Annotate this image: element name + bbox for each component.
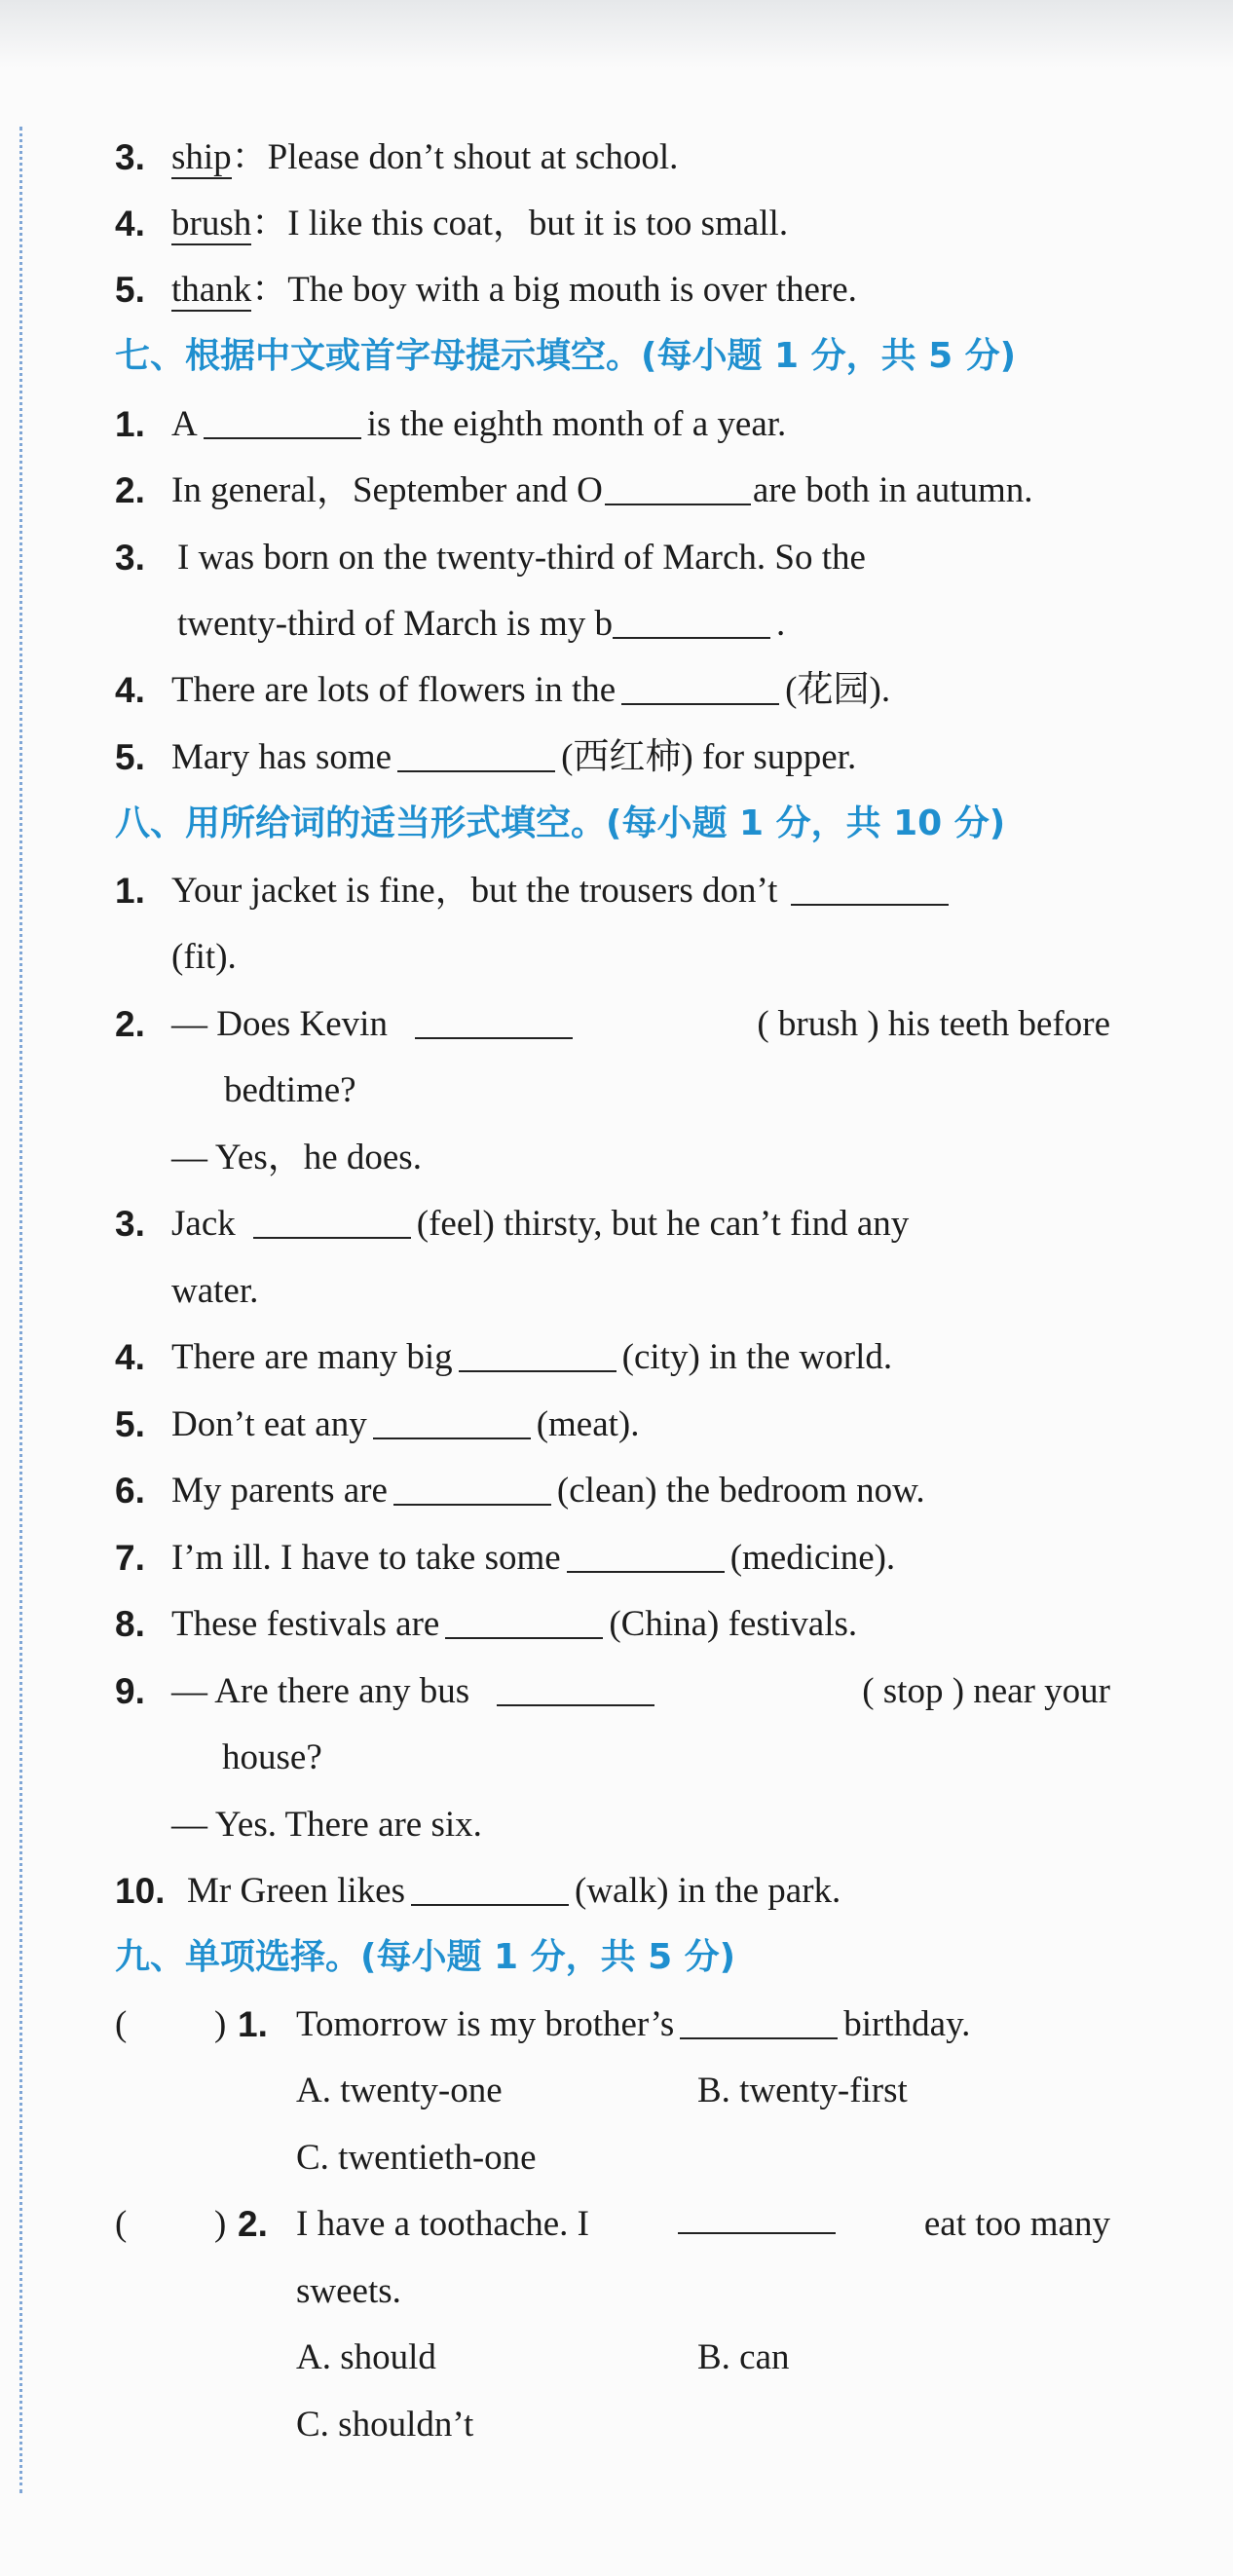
section-7-heading: 七、根据中文或首字母提示填空。(每小题 1 分，共 5 分)	[115, 336, 1017, 376]
answer-blank[interactable]	[567, 1542, 725, 1573]
question-text: are both in autumn.	[752, 470, 1033, 510]
question-text: I have a toothache. I	[296, 2204, 589, 2244]
question-text: My parents are	[171, 1471, 388, 1511]
sec9-question-2-options-row-1	[0, 2336, 1233, 2379]
option-c[interactable]: C. twentieth-one	[296, 2138, 537, 2178]
sec8-question-4	[0, 1336, 1233, 1379]
question-text: .	[776, 604, 786, 644]
sec8-question-3-line-2	[0, 1270, 1233, 1313]
page-top-band	[0, 0, 1233, 68]
sec6-question-3	[0, 136, 1233, 179]
sec9-question-1-options-row-2	[0, 2137, 1233, 2180]
question-text: — Yes. There are six.	[171, 1805, 482, 1845]
answer-blank[interactable]	[397, 741, 555, 772]
question-text: I was born on the twenty-third of March. So the	[177, 538, 866, 578]
sec8-question-2-line-2	[0, 1069, 1233, 1112]
question-text: ：Please don’t shout at school.	[231, 137, 679, 177]
question-text: These festivals are	[171, 1604, 440, 1644]
answer-blank[interactable]	[204, 408, 361, 439]
question-text: twenty-third of March is my b	[177, 604, 613, 644]
sec7-question-1	[0, 403, 1233, 446]
sec7-question-3	[0, 537, 1233, 579]
question-text: There are lots of flowers in the	[171, 670, 616, 710]
sec7-question-2	[0, 469, 1233, 512]
question-number: 4.	[115, 670, 145, 710]
question-number: 6.	[115, 1471, 145, 1511]
sec6-question-5	[0, 269, 1233, 312]
question-text: (China) festivals.	[609, 1604, 858, 1644]
option-b[interactable]: B. can	[697, 2337, 790, 2377]
question-text: (city) in the world.	[621, 1337, 893, 1377]
underlined-word: brush	[171, 204, 252, 243]
question-number: 4.	[115, 204, 145, 243]
sec9-question-1	[0, 2003, 1233, 2046]
question-text: In general，September and O	[171, 470, 603, 510]
sec8-question-6	[0, 1470, 1233, 1512]
question-text: — Yes，he does.	[171, 1138, 422, 1177]
question-text: ( brush ) his teeth before	[757, 1004, 1110, 1044]
question-number: 4.	[115, 1337, 145, 1377]
question-text: Tomorrow is my brother’s	[296, 2004, 675, 2044]
question-number: 3.	[115, 1204, 145, 1244]
question-text: (fit).	[171, 937, 237, 977]
question-number: 2.	[238, 2204, 268, 2244]
answer-blank[interactable]	[411, 1875, 569, 1906]
option-c[interactable]: C. shouldn’t	[296, 2405, 474, 2445]
question-text: — Does Kevin	[171, 1004, 388, 1044]
sec8-question-3	[0, 1203, 1233, 1246]
question-number: 5.	[115, 737, 145, 777]
sec8-question-1	[0, 870, 1233, 913]
question-text: There are many big	[171, 1337, 453, 1377]
answer-blank[interactable]	[415, 1008, 573, 1039]
sec8-question-10	[0, 1870, 1233, 1913]
answer-paren-left: (	[115, 2004, 128, 2044]
sec8-question-7	[0, 1537, 1233, 1580]
question-text: water.	[171, 1271, 259, 1311]
sec9-question-2-options-row-2	[0, 2404, 1233, 2446]
answer-blank[interactable]	[605, 474, 751, 505]
question-number: 5.	[115, 1404, 145, 1444]
question-text: ：I like this coat，but it is too small.	[251, 204, 789, 243]
answer-blank[interactable]	[680, 2008, 838, 2039]
question-number: 8.	[115, 1604, 145, 1644]
sec8-question-5	[0, 1403, 1233, 1446]
question-text: (clean) the bedroom now.	[556, 1471, 925, 1511]
answer-blank[interactable]	[678, 2203, 836, 2234]
question-number: 2.	[115, 470, 145, 510]
question-number: 7.	[115, 1538, 145, 1578]
sec9-question-2-line-2	[0, 2270, 1233, 2313]
question-number: 1.	[115, 871, 145, 911]
question-text: (西红柿) for supper.	[561, 737, 857, 777]
sec8-question-2-line-3	[0, 1137, 1233, 1179]
question-text: eat too many	[923, 2204, 1110, 2244]
question-text: A	[171, 404, 198, 444]
sec7-question-5	[0, 736, 1233, 779]
answer-blank[interactable]	[373, 1408, 531, 1439]
sec6-question-4	[0, 203, 1233, 245]
question-text: (花园).	[785, 670, 891, 710]
question-text: Mr Green likes	[187, 1871, 405, 1911]
sec8-question-9-line-3	[0, 1804, 1233, 1847]
option-a[interactable]: A. twenty-one	[296, 2071, 503, 2110]
question-text: Mary has some	[171, 737, 392, 777]
question-text: (feel) thirsty, but he can’t find any	[416, 1204, 910, 1244]
question-text: ：The boy with a big mouth is over there.	[251, 270, 857, 310]
option-a[interactable]: A. should	[296, 2337, 436, 2377]
answer-paren-right: )	[214, 2204, 227, 2244]
question-text: — Are there any bus	[171, 1671, 470, 1711]
question-number: 3.	[115, 137, 145, 177]
question-number: 3.	[115, 538, 145, 578]
sec8-question-1-line-2	[0, 936, 1233, 979]
answer-blank[interactable]	[791, 875, 949, 906]
question-text: I’m ill. I have to take some	[171, 1538, 561, 1578]
underlined-word: thank	[171, 270, 252, 310]
question-number: 2.	[115, 1004, 145, 1044]
answer-blank[interactable]	[497, 1675, 654, 1706]
question-text: Don’t eat any	[171, 1404, 367, 1444]
question-number: 1.	[238, 2004, 268, 2044]
question-text: Jack	[171, 1204, 236, 1244]
sec8-question-9	[0, 1670, 1233, 1713]
question-number: 9.	[115, 1671, 145, 1711]
answer-paren-right: )	[214, 2004, 227, 2044]
question-text: Your jacket is fine，but the trousers don’t	[171, 871, 778, 911]
answer-blank[interactable]	[393, 1475, 551, 1506]
question-number: 1.	[115, 404, 145, 444]
section-9-heading: 九、单项选择。(每小题 1 分，共 5 分)	[115, 1937, 736, 1977]
sec9-question-2	[0, 2203, 1233, 2246]
question-number: 5.	[115, 270, 145, 310]
answer-paren-left: (	[115, 2204, 128, 2244]
option-b[interactable]: B. twenty-first	[697, 2071, 908, 2110]
question-text: bedtime?	[224, 1070, 356, 1110]
answer-blank[interactable]	[253, 1208, 411, 1239]
answer-blank[interactable]	[613, 608, 770, 639]
sec9-question-1-options-row-1	[0, 2070, 1233, 2112]
question-text: (meat).	[536, 1404, 640, 1444]
sec7-question-4	[0, 669, 1233, 712]
sec8-question-8	[0, 1603, 1233, 1646]
answer-blank[interactable]	[621, 674, 779, 705]
question-text: (walk) in the park.	[575, 1871, 841, 1911]
sec8-question-9-line-2	[0, 1736, 1233, 1779]
question-text: house?	[222, 1737, 322, 1777]
section-8-heading: 八、用所给词的适当形式填空。(每小题 1 分，共 10 分)	[115, 803, 1006, 843]
question-text: sweets.	[296, 2271, 401, 2311]
answer-blank[interactable]	[459, 1341, 616, 1372]
answer-blank[interactable]	[445, 1608, 603, 1639]
question-text: birthday.	[843, 2004, 971, 2044]
sec7-question-3-line-2	[0, 603, 1233, 646]
question-text: ( stop ) near your	[862, 1671, 1110, 1711]
question-text: (medicine).	[729, 1538, 896, 1578]
question-number: 10.	[115, 1871, 166, 1911]
sec8-question-2	[0, 1003, 1233, 1046]
underlined-word: ship	[171, 137, 232, 177]
question-text: is the eighth month of a year.	[366, 404, 787, 444]
